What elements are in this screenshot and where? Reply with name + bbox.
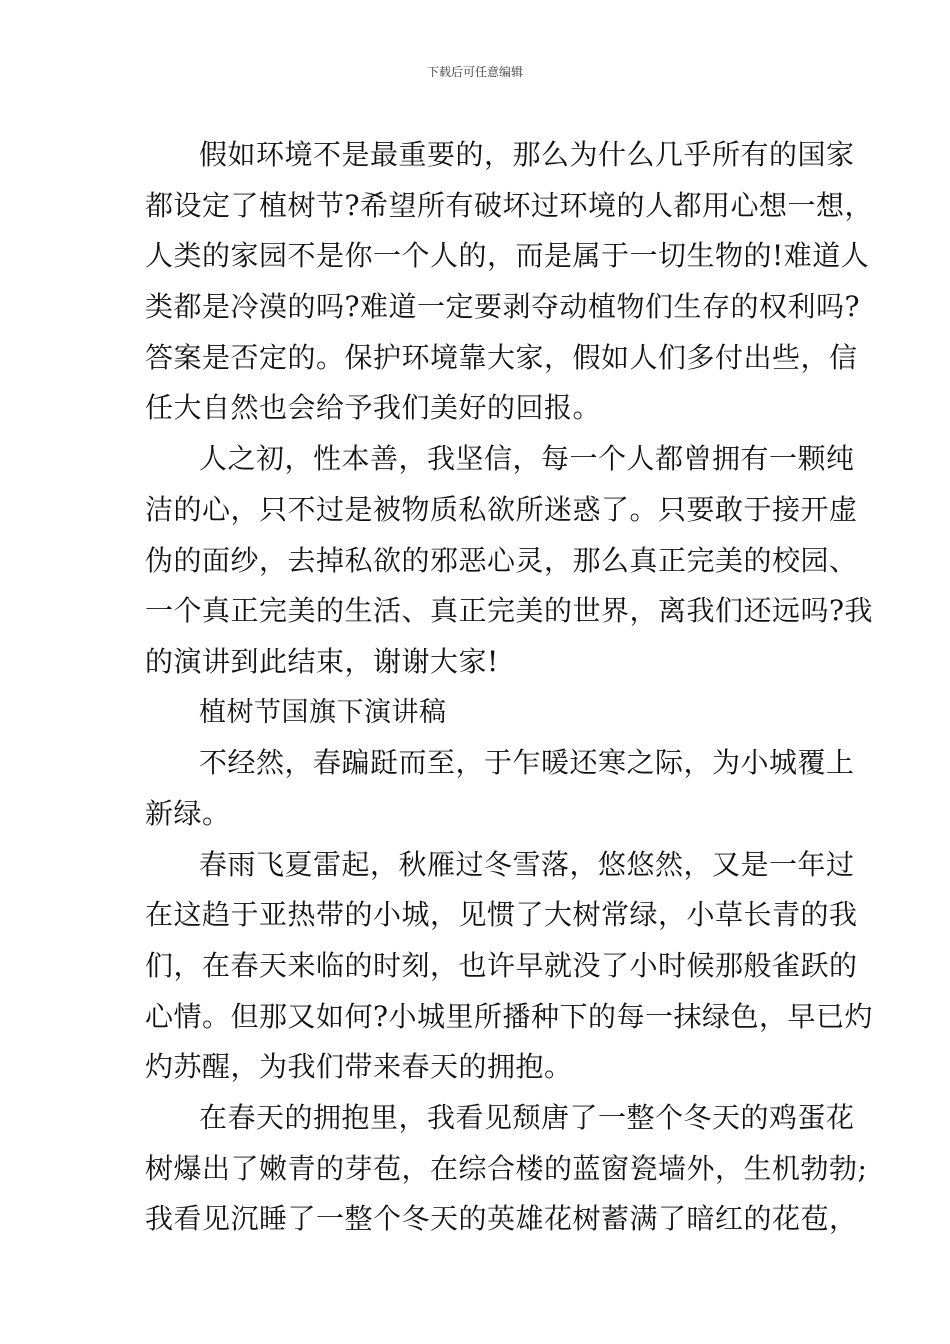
document-body [145,130,874,1245]
section-title: 植树节国旗下演讲稿 [199,696,447,728]
text-line: 灼苏醒，为我们带来春天的拥抱。 [145,1050,573,1084]
text-line: 伪的面纱，去掉私欲的邪恶心灵，那么真正完美的校园、 [145,543,858,577]
text-line: 的演讲到此结束，谢谢大家! [145,644,499,678]
text-line: 心情。但那又如何?小城里所播种下的每一抹绿色，早已灼 [145,999,874,1033]
text-line: 假如环境不是最重要的，那么为什么几乎所有的国家 [199,138,855,171]
text-line: 答案是否定的。保护环境靠大家，假如人们多付出些，信 [145,340,858,374]
text-line: 任大自然也会给予我们美好的回报。 [145,391,602,425]
text-line: 们，在春天来临的时刻，也许早就没了小时候那般雀跃的 [145,949,858,982]
text-line: 新绿。 [145,796,231,830]
text-line: 都设定了植树节?希望所有破坏过环境的人都用心想一想， [145,188,874,222]
text-line: 人之初，性本善，我坚信，每一个人都曾拥有一颗纯 [199,442,855,476]
page-header: 下载后可任意编辑 [426,65,523,79]
text-line: 一个真正完美的生活、真正完美的世界，离我们还远吗?我 [145,594,874,628]
text-line: 类都是冷漠的吗?难道一定要剥夺动植物们生存的权利吗? [145,290,861,324]
text-line: 在这趋于亚热带的小城，见惯了大树常绿，小草长青的我 [145,898,858,932]
text-line: 在春天的拥抱里，我看见颓唐了一整个冬天的鸡蛋花 [199,1101,855,1135]
text-line: 人类的家园不是你一个人的，而是属于一切生物的!难道人 [145,239,870,273]
text-line: 我看见沉睡了一整个冬天的英雄花树蓄满了暗红的花苞， [145,1202,858,1236]
text-line: 春雨飞夏雷起，秋雁过冬雪落，悠悠然，又是一年过 [199,847,855,881]
text-line: 树爆出了嫩青的芽苞，在综合楼的蓝窗瓷墙外，生机勃勃; [145,1151,868,1185]
text-line: 洁的心，只不过是被物质私欲所迷惑了。只要敢于接开虚 [145,492,858,526]
text-line: 不经然，春蹁跹而至，于乍暖还寒之际，为小城覆上 [199,746,855,780]
